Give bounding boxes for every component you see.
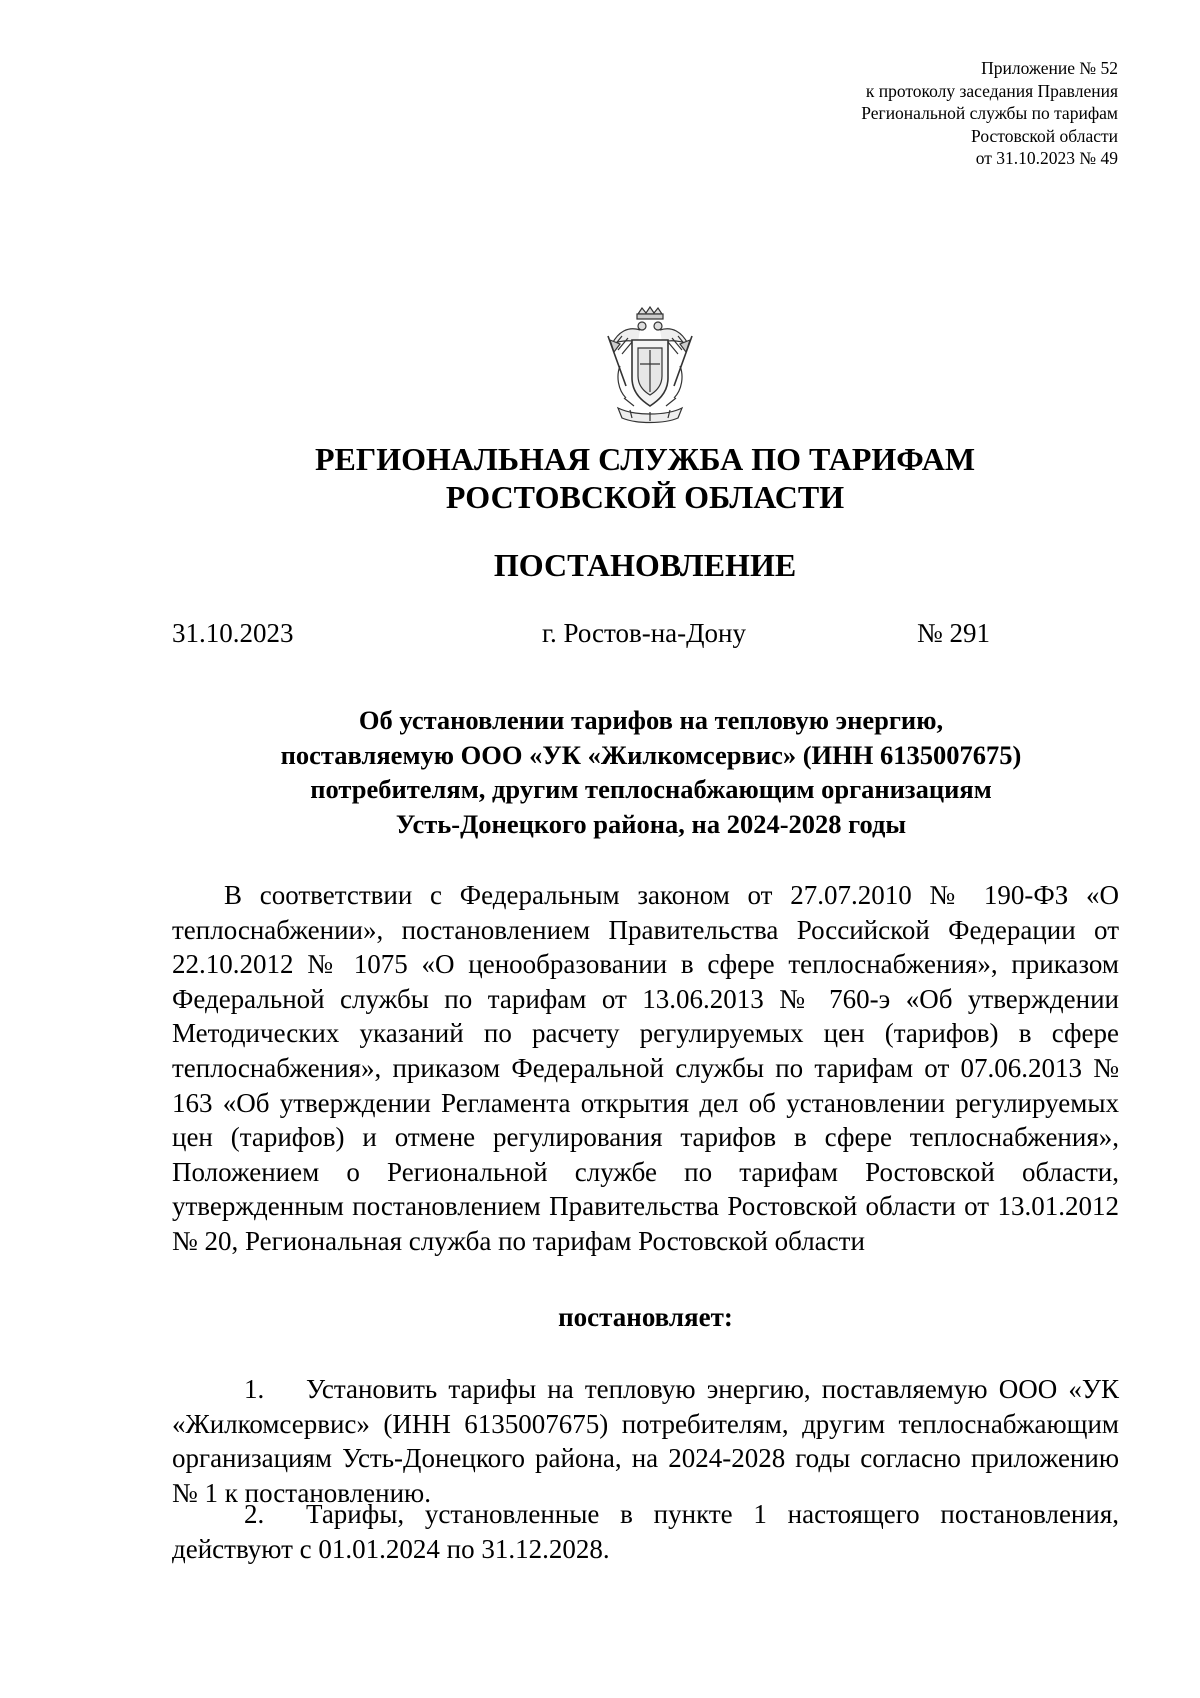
organization-title <box>150 440 1140 516</box>
document-city: г. Ростов-на-Дону <box>542 618 747 648</box>
item-number: 2. <box>244 1499 265 1529</box>
appendix-line: Региональной службы по тарифам <box>861 103 1118 123</box>
appendix-note <box>861 57 1118 170</box>
item-text: Тарифы, установленные в пункте 1 настоящего постановления, действуют с 01.01.2024 по 31.12.2028. <box>172 1499 1119 1564</box>
preamble-paragraph: В соответствии с Федеральным законом от 27.07.2010 № 190-ФЗ «О теплоснабжении», постановлением Правительства Российской Федерации от 22.10.2012 № 1075 «О ценообразовании в сфере теплоснабжения», приказом Федеральной службы по тарифам от 13.06.2013 № 760-э «Об утверждении Методических указаний по расчету регулируемых цен (тарифов) в сфере теплоснабжения», приказом Федеральной службы по тарифам от 07.06.2013 № 163 «Об утверждении Регламента открытия дел об установлении регулируемых цен (тарифов) и отмене регулирования тарифов в сфере теплоснабжения», Положением о Региональной службе по тарифам Ростовской области, утвержденным постановлением Правительства Ростовской области от 13.01.2012 № 20, Региональная служба по тарифам Ростовской области <box>172 880 1119 1256</box>
document-meta-line <box>172 616 1030 652</box>
resolution-item <box>172 1372 1119 1510</box>
appendix-line: к протоколу заседания Правления <box>865 80 1118 101</box>
appendix-line: Ростовской области <box>971 125 1118 146</box>
appendix-line: Приложение № 52 <box>981 58 1118 78</box>
rostov-oblast-coat-of-arms-icon <box>600 306 700 426</box>
document-subject <box>172 703 1130 841</box>
document-date: 31.10.2023 <box>172 618 294 648</box>
item-number: 1. <box>244 1374 265 1404</box>
organization-title-line: РЕГИОНАЛЬНАЯ СЛУЖБА ПО ТАРИФАМ <box>314 441 976 477</box>
organization-title-line: РОСТОВСКОЙ ОБЛАСТИ <box>445 479 845 515</box>
decree-word: постановляет: <box>558 1302 733 1332</box>
resolution-item <box>172 1497 1119 1566</box>
subject-line: поставляемую ООО «УК «Жилкомсервис» (ИНН 6135007675) <box>280 739 1022 770</box>
document-number: № 291 <box>916 618 990 648</box>
item-text: Установить тарифы на тепловую энергию, поставляемую ООО «УК «Жилкомсервис» (ИНН 6135007675) потребителям, другим теплоснабжающим организациям Усть-Донецкого района, на 2024-2028 годы согласно приложению № 1 к постановлению. <box>172 1374 1119 1508</box>
subject-line: потребителям, другим теплоснабжающим организациям <box>310 774 992 804</box>
subject-line: Усть-Донецкого района, на 2024-2028 годы <box>395 808 907 839</box>
appendix-line: от 31.10.2023 № 49 <box>975 148 1118 168</box>
subject-line: Об установлении тарифов на тепловую энергию, <box>358 705 944 735</box>
document-type-heading: ПОСТАНОВЛЕНИЕ <box>493 547 797 583</box>
